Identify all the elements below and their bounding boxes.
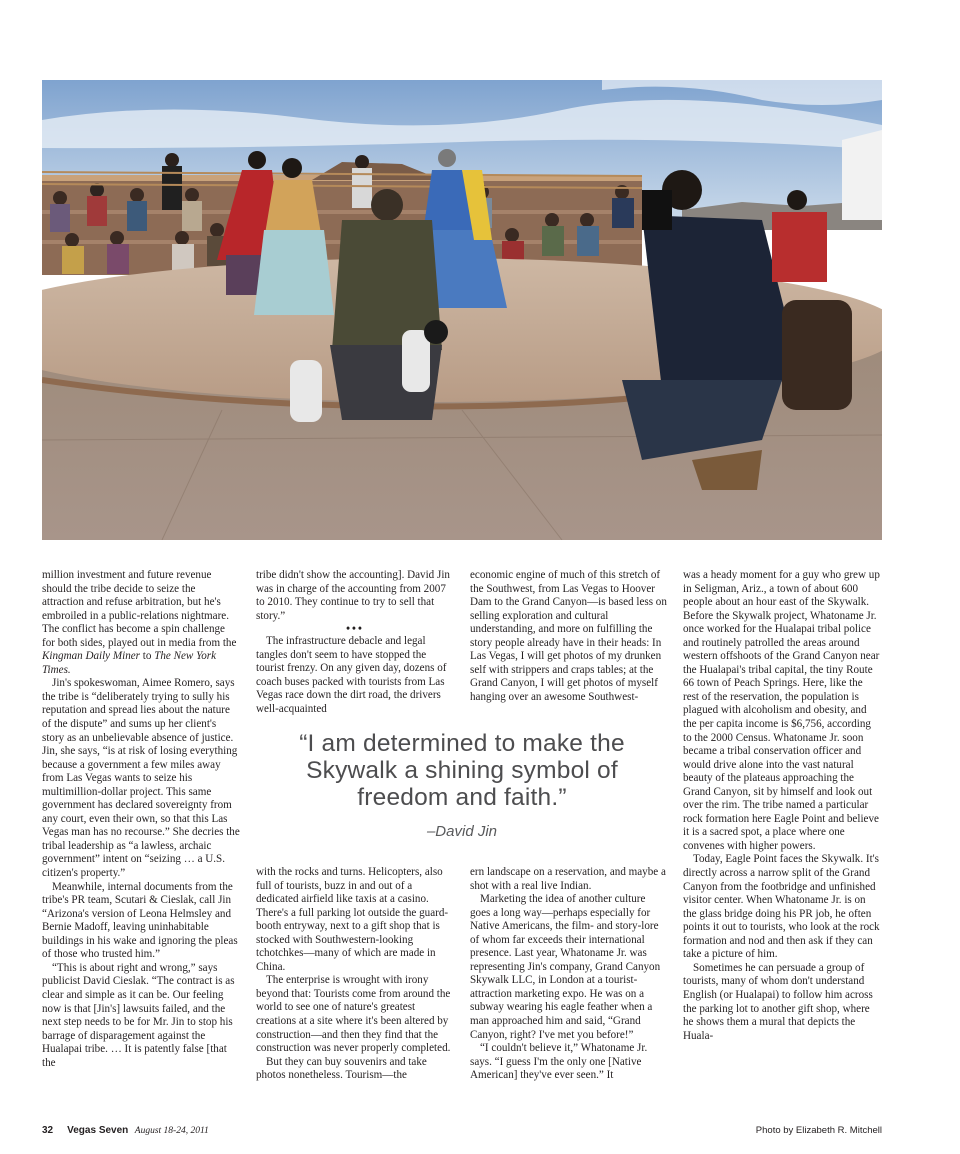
photo-credit: Photo by Elizabeth R. Mitchell [755, 1125, 882, 1136]
pull-quote-attribution: –David Jin [426, 823, 498, 840]
paragraph: “I couldn't believe it,” Whatoname Jr. says. “I guess I'm the only one [Native American] they've ever seen.” It [470, 1042, 648, 1082]
publication-name: The New York Times. [42, 650, 217, 676]
paragraph: million investment and future revenue should the tribe decide to seize the attraction and refuse arbitration, but he's embroiled in a public-relations nightmare. The conflict has become a spin challenge for both sides, played out in media from the Kingman Daily Miner to The New York Times. [42, 569, 237, 676]
paragraph: Sometimes he can persuade a group of tourists, many of whom don't understand English (or Hualapai) to follow him across the parking lot to another gift shop, where he shows them a mural that depicts the Huala- [683, 961, 873, 1042]
paragraph: tribe didn't show the accounting]. David Jin was in charge of the accounting from 2007 to 2010. They continue to try to sell that story.” [256, 569, 450, 622]
column-3-top [470, 569, 668, 704]
column-3-bottom [470, 866, 668, 1083]
page-number: 32 [42, 1125, 54, 1136]
paragraph: Meanwhile, internal documents from the tribe's PR team, Scutari & Cieslak, call Jin “Arizona's version of Leona Helmsley and Bernie Madoff, leaving uninhabitable buildings in his wake and ignoring the pleas of those who trusted him.” [42, 880, 238, 961]
folio [42, 1125, 209, 1136]
paragraph: “This is about right and wrong,” says publicist David Cieslak. “The contract is as clear and simple as it can be. Our feeling now is that [Jin's] lawsuits failed, and the next step needs to be for Mr. Jin to stop his barrage of disparagement against the Hualapai tribe. … It is patently false [that the [42, 961, 235, 1069]
paragraph: The enterprise is wrought with irony beyond that: Tourists come from around the world to see one of nature's greatest creations at a site where it's been altered by construction—and then they find that the construction was never properly completed. [256, 974, 451, 1055]
magazine-name: Vegas Seven [67, 1125, 129, 1136]
paragraph: The infrastructure debacle and legal tangles don't seem to have stopped the tourist frenzy. On any given day, dozens of coach buses packed with tourists from Las Vegas race down the dirt road, the drivers well-acquainted [256, 635, 447, 715]
paragraph: Marketing the idea of another culture goes a long way—perhaps especially for Native Americans, the film- and story-lore of whom far exceeds their international presence. Last year, Whatoname Jr. was representing Jin's company, Grand Canyon Skywalk LLC, in London at a tourist-attraction marketing expo. He was on a subway wearing his eagle feather when a man approached him and said, “Grand Canyon, right? I've met you before!” [470, 893, 661, 1041]
pull-quote-text: “I am determined to make the Skywalk a shining symbol of freedom and faith.” [299, 730, 625, 811]
feature-photo [42, 80, 882, 540]
paragraph: with the rocks and turns. Helicopters, also full of tourists, buzz in and out of a dedicated airfield like taxis at a casino. There's a full parking lot outside the guard-booth entryway, next to a gift shop that is stocked with Southwestern-looking tchotchkes—many of which are made in China. [256, 866, 449, 973]
column-4 [683, 569, 881, 1043]
paragraph: was a heady moment for a guy who grew up in Seligman, Ariz., a town of about 600 people about an hour east of the Skywalk. Before the Skywalk project, Whatoname Jr. once worked for the Hualapai tribal police and routinely patrolled the areas around western offshoots of the Grand Canyon near the Hualapai's tribal capital, the tiny Route 66 town of Peach Springs. Here, like the rest of the reservation, the population is plagued with alcoholism and obesity, and the per capita income is $6,756, according to the 2000 Census. Whatoname Jr. soon became a tribal conservation officer and would drive alone into the vast natural beauty of the plateaus approaching the Grand Canyon, sit by himself and look out over the rim. The tribe named a particular rock formation here Eagle Point and believe it is a sacred spot, a place where one convenes with higher powers. [683, 569, 880, 852]
paragraph: But they can buy souvenirs and take photos nonetheless. Tourism—the [256, 1055, 427, 1082]
column-2-top [256, 569, 454, 716]
publication-name: Kingman Daily Miner [42, 650, 140, 663]
issue-date: August 18-24, 2011 [134, 1126, 209, 1136]
paragraph: Jin's spokeswoman, Aimee Romero, says the tribe is “deliberately trying to sully his reputation and spread lies about the nature of the dispute” and sums up her client's story as an unbelievable absence of justice. Jin, she says, “is at risk of losing everything because a government a few miles away from Las Vegas wants to seize his multimillion-dollar project. This same government has declared sovereignty from any court, even their own, so that this Las Vegas man has no recourse.” She decries the tribal leadership as “a lawless, archaic government” intent on “seizing … a U.S. citizen's property.” [42, 677, 240, 880]
paragraph: economic engine of much of this stretch of the Southwest, from Las Vegas to Hoover Dam to the Grand Canyon—is based less on selling exploration and cultural understanding, and more on fulfilling the story people already have in their heads: In Las Vegas, I will get photos of my drunken self with strippers and craps tables; at the Grand Canyon, I will get photos of myself hanging over an awesome Southwest- [470, 569, 667, 703]
section-break: ••• [346, 623, 364, 636]
pull-quote [262, 730, 662, 840]
column-1 [42, 569, 240, 1070]
photo-illustration [42, 80, 882, 540]
column-2-bottom [256, 866, 454, 1083]
paragraph: Today, Eagle Point faces the Skywalk. It's directly across a narrow split of the Grand Canyon from the footbridge and unfinished visitor center. When Whatoname Jr. is on the glass bridge doing his PR job, he often points it out to tourists, who look at the rock formation and nod and then ask if they can take a picture of him. [683, 853, 880, 961]
paragraph: ern landscape on a reservation, and maybe a shot with a real live Indian. [470, 866, 666, 892]
